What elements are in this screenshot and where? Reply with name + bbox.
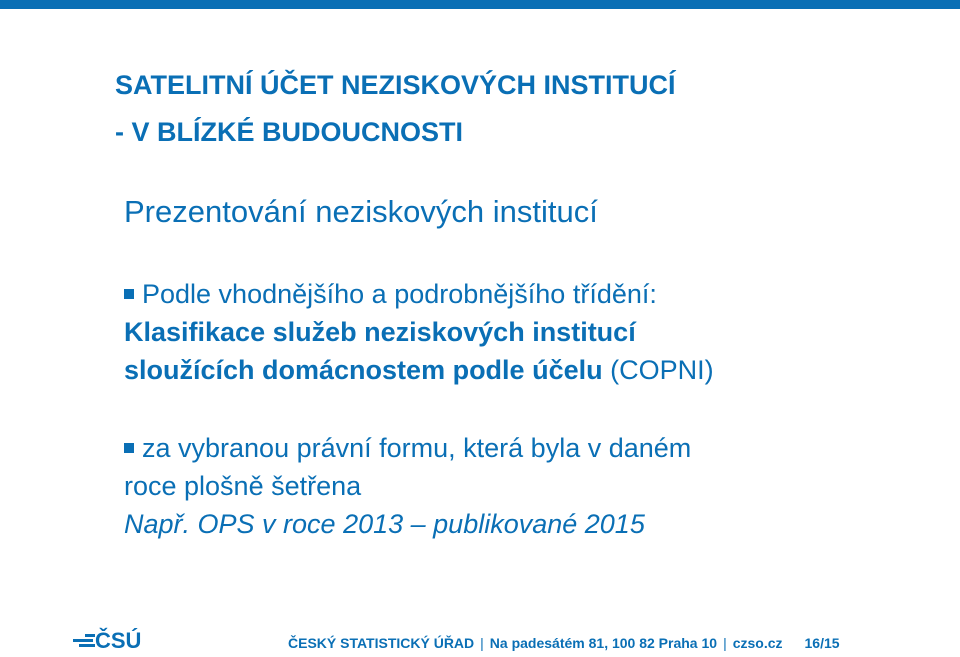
slide-subtitle: Prezentování neziskových institucí (124, 194, 598, 229)
page-number: 16/15 (804, 635, 840, 651)
footer-separator: | (723, 635, 727, 651)
bullet-line (124, 351, 714, 389)
bullet-text: Podle vhodnějšího a podrobnějšího třídění: (142, 279, 657, 309)
slide-title-line1: SATELITNÍ ÚČET NEZISKOVÝCH INSTITUCÍ (115, 70, 676, 100)
bullet-item-classification (124, 275, 714, 389)
csu-logo-icon (73, 627, 163, 651)
logo-text: ČSÚ (95, 628, 142, 651)
footer-address: Na padesátém 81, 100 82 Praha 10 (489, 635, 718, 651)
bullet-line (124, 429, 691, 467)
bullet-text: za vybranou právní formu, která byla v daném (142, 433, 692, 463)
slide-title-line2: - V BLÍZKÉ BUDOUCNOSTI (115, 117, 463, 147)
footer-org: ČESKÝ STATISTICKÝ ÚŘAD (288, 635, 475, 651)
bullet-text-bold: sloužících domácnostem podle účelu (124, 355, 603, 385)
bullet-line: roce plošně šetřena (124, 471, 362, 501)
bullet-example: Např. OPS v roce 2013 – publikované 2015 (124, 509, 645, 539)
footer-separator: | (480, 635, 484, 651)
square-bullet-icon (124, 289, 134, 299)
top-accent-bar (0, 0, 960, 9)
footer (288, 635, 840, 651)
bullet-line-bold: Klasifikace služeb neziskových institucí (124, 317, 636, 347)
footer-web-link[interactable]: czso.cz (732, 635, 783, 651)
bullet-item-legal-form (124, 429, 691, 543)
bullet-line (124, 275, 714, 313)
bullet-text-tail: (COPNI) (602, 355, 714, 385)
square-bullet-icon (124, 443, 134, 453)
